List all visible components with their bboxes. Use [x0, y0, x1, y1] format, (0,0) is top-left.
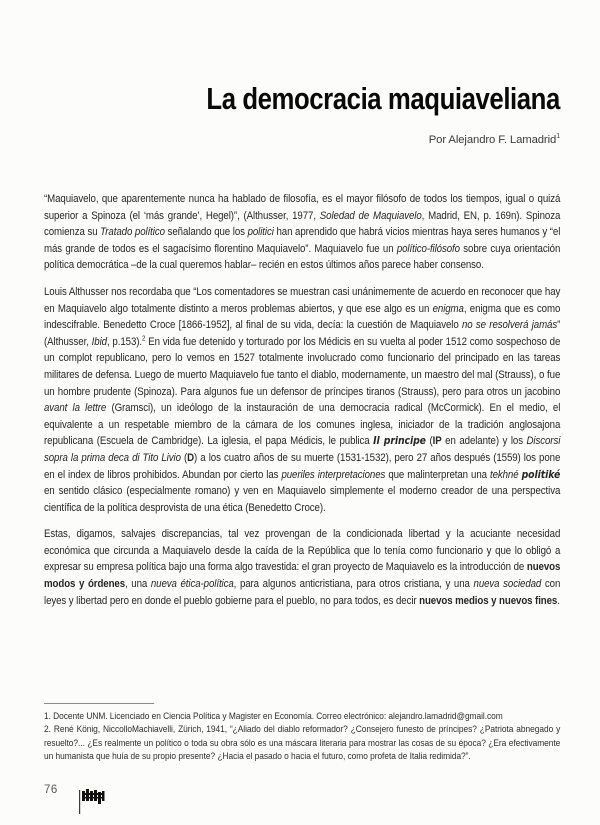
footnote: 1. Docente UNM. Licenciado en Ciencia Política y Magister en Economía. Correo electrónico: alejandro.lamadrid@gmail.com	[44, 711, 503, 722]
body-paragraph: Estas, digamos, salvajes discrepancias, tal vez provengan de la condicionada libertad y la acuciante necesidad económica que circunda a Maquiavelo desde la caída de la República que lo tenía como funcionario y que lo obligó a expresar su empresa política bajo una forma algo travestida: el gran proyecto de Maquiavelo es la introducción de nuevos modos y órdenes, una nueva ética-política, para algunos anticristiana, para otros cristiana, y una nueva sociedad con leyes y libertad pero en donde el pueblo gobierne para el pueblo, no para todos, es decir nuevos medios y nuevos fines.	[44, 528, 561, 607]
footnote-divider	[44, 703, 154, 704]
body-paragraph: “Maquiavelo, que aparentemente nunca ha hablado de filosofía, es el mayor filósofo de todos los tiempos, igual o quizá superior a Spinoza (el ‘más grande’, Hegel)”, (Althusser, 1977, Soledad de Maquiavelo, Madrid, EN, p. 169n). Spinoza comienza su Tratado político señalando que los politici han aprendido que habrá vicios mientras haya seres humanos y “el más grande de todos es el sagacísimo florentino Maquiavelo”. Maquiavelo fue un político-filósofo sobre cuya orientación política democrática –de la cual queremos hablar– recién en estos últimos años parece haber consenso.	[44, 193, 561, 272]
page-number: 76	[44, 784, 58, 796]
page-title: La democracia maquiaveliana	[206, 81, 560, 116]
footnotes-list	[44, 710, 560, 763]
body-paragraph: Louis Althusser nos recordaba que “Los comentadores se muestran casi unánimemente de acuerdo en reconocer que hay en Maquiavelo algo totalmente distinto a meros problemas abiertos, y que ese algo es un enigma, enigma que es como indescifrable. Benedetto Croce [1866-1952], al final de su vida, decía: la cuestión de Maquiavelo no se resolverá jamás” (Althusser, Ibid, p.153).$^2$ En vida fue detenido y torturado por los Médicis en su vuelta al poder 1512 como sospechoso de un complot republicano, pero lo vemos en 1527 totalmente involucrado como funcionario del principado en las tareas militares de defensa. Luego de muerto Maquiavelo fue tanto el diablo, modernamente, un maestro del mal (Strauss), o fue un hombre prudente (Spinoza). Para algunos fue un defensor de príncipes tiranos (Strauss), pero para otros un jacobino avant la lettre (Gramsci), un ideólogo de la instauración de una democracia radical (McCormick). En el medio, el equivalente a un respetable miembro de la cámara de los comunes inglesa, iniciador de la tradición anglosajona republicana (Escuela de Cambridge). La iglesia, el papa Médicis, le publica Il principe (IP en adelante) y los Discorsi sopra la prima deca di Tito Livio (D) a los cuatro años de su muerte (1531-1532), pero 27 años después (1559) los pone en el index de libros prohibidos. Abundan por cierto las pueriles interpretaciones que malinterpretan una tekhné politiké en sentido clásico (especialmente romano) y ven en Maquiavelo simplemente el moderno creador de una perspectiva científica de la política desprovista de una ética (Benedetto Croce).	[44, 285, 561, 514]
article-body	[44, 191, 560, 619]
footnote: 2. René König, NiccolloMachiavelli, Zürich, 1941, “¿Aliado del diablo reformador? ¿Consejero funesto de príncipes? ¿Patriota abnegado y resuelto?... ¿Es realmente un político o toda su obra sólo es una máscara literaria para mostrar las cosas de su época? ¿Era efectivamente un humanista que huía de su propio presente? ¿Hacia el pasado o hacia el futuro, como profeta de Italia redimida?”.	[44, 724, 561, 762]
article-header	[0, 82, 560, 115]
footnotes-section	[44, 703, 560, 763]
byline-footnote-ref: 1	[556, 133, 560, 141]
article-byline	[0, 134, 560, 146]
byline-text: Por Alejandro F. Lamadrid	[428, 134, 557, 146]
journal-logo-icon	[79, 787, 111, 820]
